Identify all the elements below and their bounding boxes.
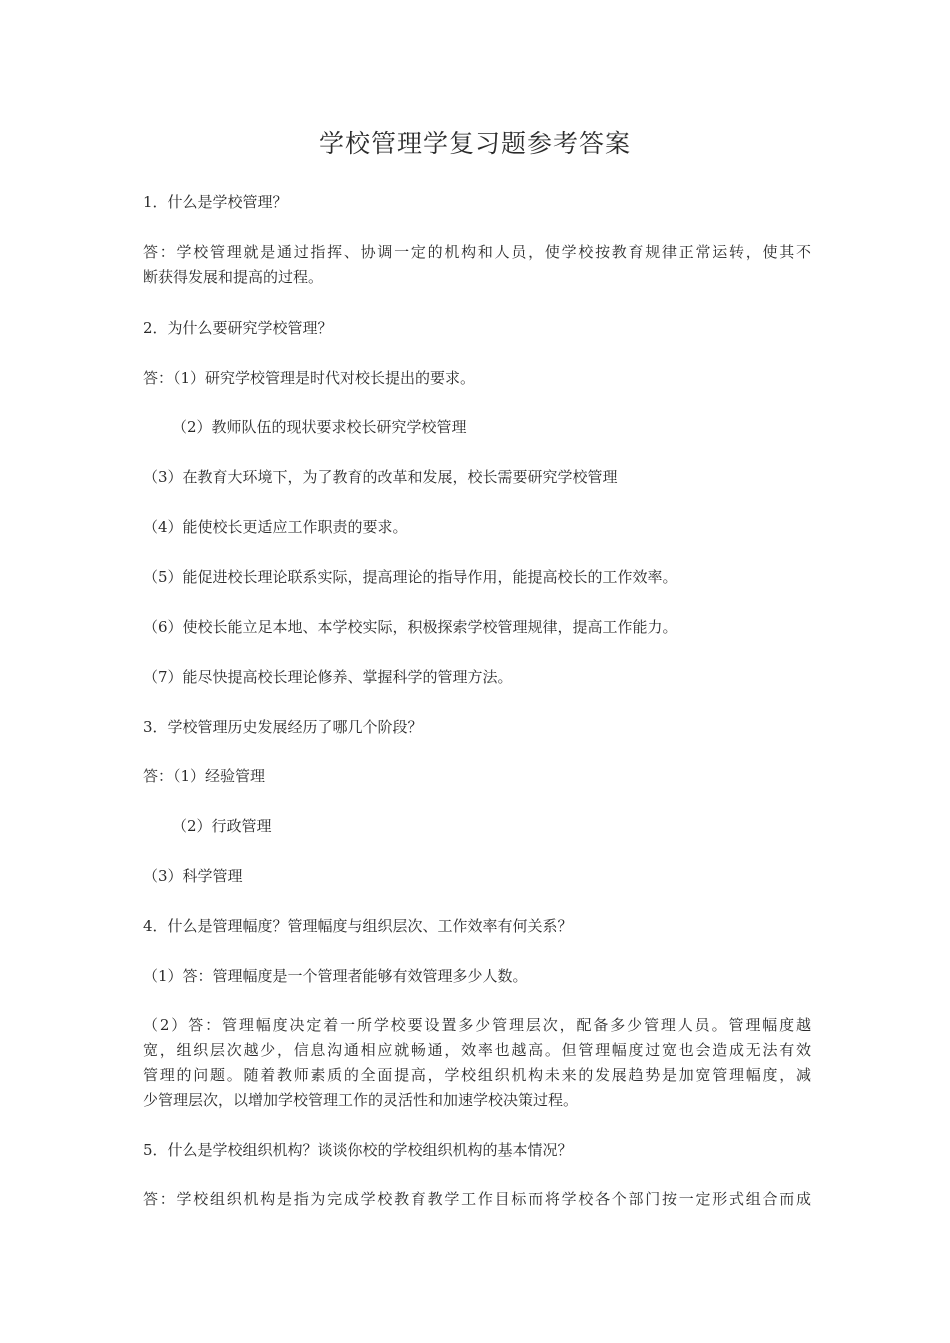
answer-3-item-3: （3）科学管理 bbox=[143, 867, 243, 885]
text-line: 答：学校管理就是通过指挥、协调一定的机构和人员，使学校按教育规律正常运转，使其不 bbox=[143, 243, 811, 261]
answer-3-item-1: 答：（1）经验管理 bbox=[143, 767, 266, 785]
answer-2-item-7: （7）能尽快提高校长理论修养、掌握科学的管理方法。 bbox=[143, 668, 513, 686]
text-line: 答：学校组织机构是指为完成学校教育教学工作目标而将学校各个部门按一定形式组合而成 bbox=[143, 1190, 811, 1208]
answer-2-item-6: （6）使校长能立足本地、本学校实际，积极探索学校管理规律，提高工作能力。 bbox=[143, 618, 678, 636]
question-5: 5．什么是学校组织机构？谈谈你校的学校组织机构的基本情况？ bbox=[143, 1141, 573, 1159]
answer-5 bbox=[143, 1187, 811, 1212]
question-4: 4．什么是管理幅度？管理幅度与组织层次、工作效率有何关系？ bbox=[143, 917, 573, 935]
question-2: 2．为什么要研究学校管理？ bbox=[143, 319, 333, 337]
text-line: 宽，组织层次越少，信息沟通相应就畅通，效率也越高。但管理幅度过宽也会造成无法有效 bbox=[143, 1041, 811, 1059]
answer-4-part-1: （1）答：管理幅度是一个管理者能够有效管理多少人数。 bbox=[143, 967, 528, 985]
text-line: （2）答：管理幅度决定着一所学校要设置多少管理层次，配备多少管理人员。管理幅度越 bbox=[143, 1016, 811, 1034]
answer-2-item-1: 答：（1）研究学校管理是时代对校长提出的要求。 bbox=[143, 369, 476, 387]
answer-3-item-2: （2）行政管理 bbox=[172, 817, 272, 835]
text-line: 断获得发展和提高的过程。 bbox=[143, 268, 324, 286]
text-line: 管理的问题。随着教师素质的全面提高，学校组织机构未来的发展趋势是加宽管理幅度，减 bbox=[143, 1066, 811, 1084]
question-3: 3．学校管理历史发展经历了哪几个阶段？ bbox=[143, 718, 423, 736]
answer-2-item-5: （5）能促进校长理论联系实际，提高理论的指导作用，能提高校长的工作效率。 bbox=[143, 568, 678, 586]
answer-4-part-2 bbox=[143, 1013, 811, 1113]
text-line: 少管理层次，以增加学校管理工作的灵活性和加速学校决策过程。 bbox=[143, 1091, 579, 1109]
answer-2-item-2: （2）教师队伍的现状要求校长研究学校管理 bbox=[172, 418, 467, 436]
answer-1 bbox=[143, 240, 811, 290]
answer-2-item-3: （3）在教育大环境下，为了教育的改革和发展，校长需要研究学校管理 bbox=[143, 468, 618, 486]
question-1: 1．什么是学校管理？ bbox=[143, 193, 288, 211]
answer-2-item-4: （4）能使校长更适应工作职责的要求。 bbox=[143, 518, 408, 536]
document-title: 学校管理学复习题参考答案 bbox=[318, 129, 631, 158]
